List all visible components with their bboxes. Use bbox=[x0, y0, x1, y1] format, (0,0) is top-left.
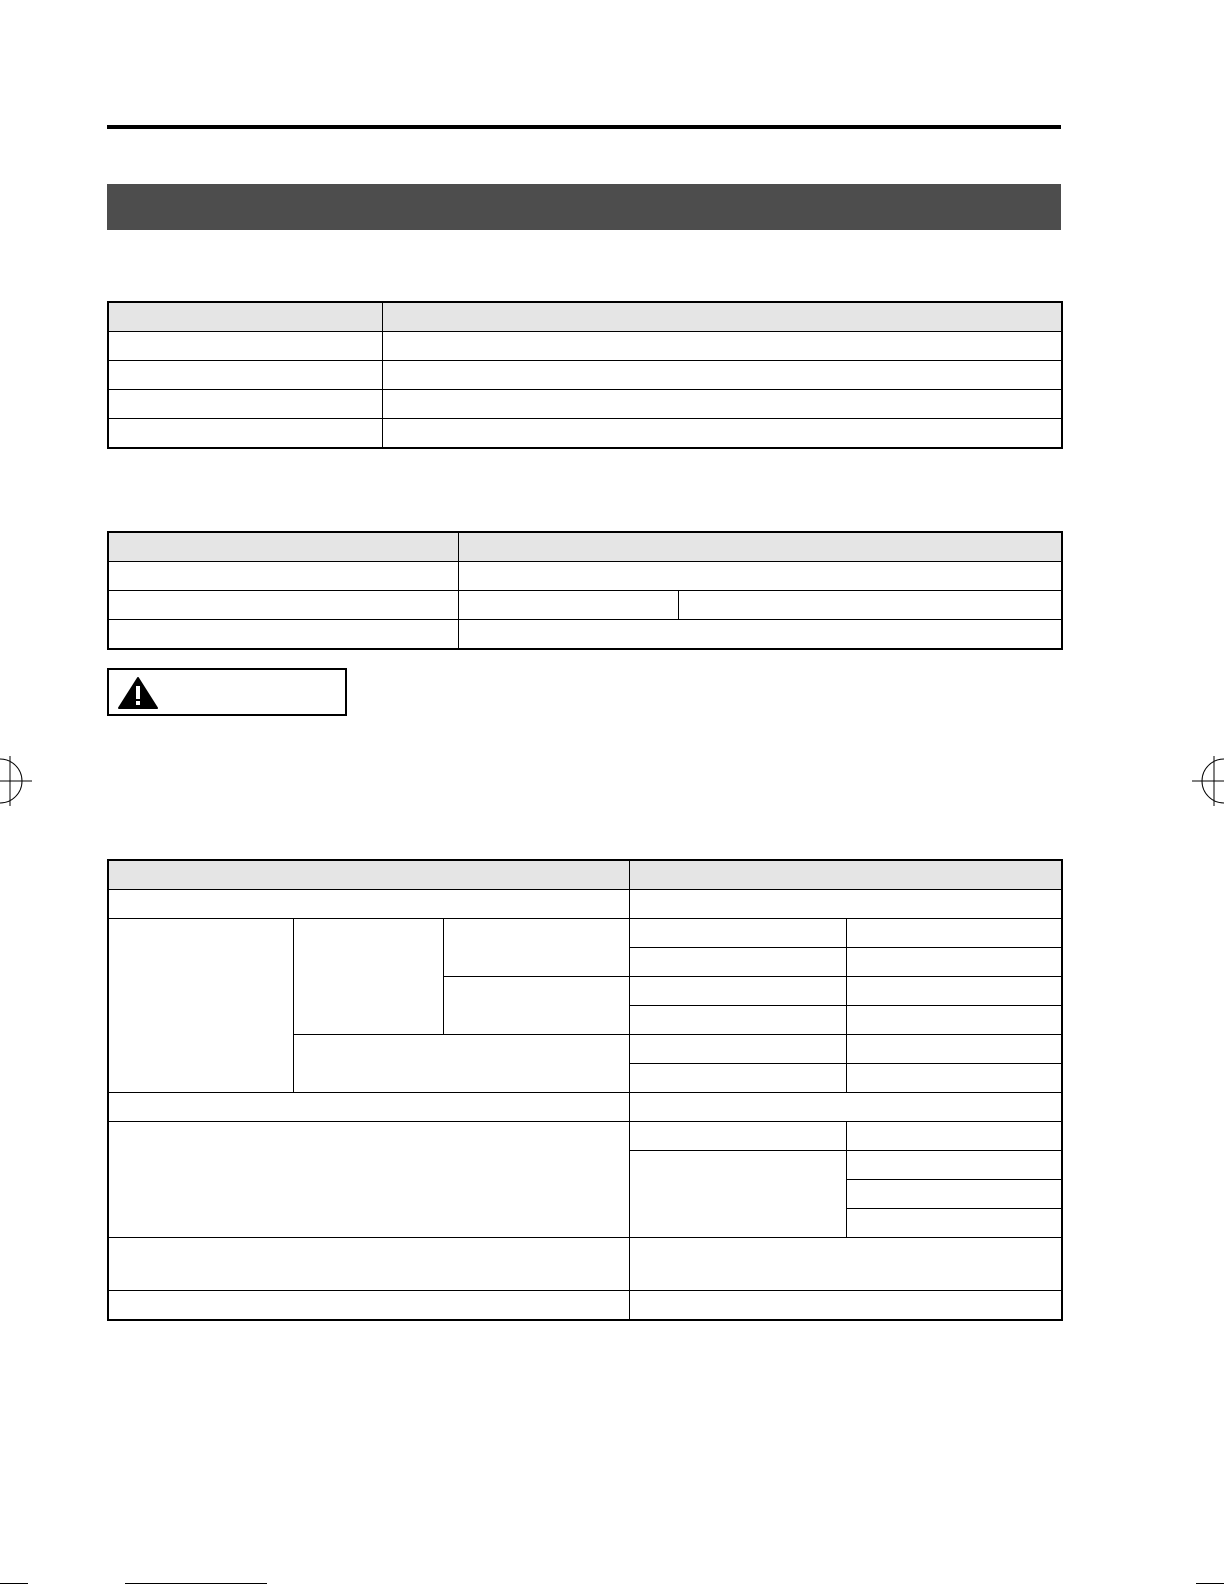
table-row bbox=[108, 919, 1062, 948]
table-header-cell bbox=[108, 302, 382, 332]
table-cell bbox=[443, 977, 629, 1035]
table-cell bbox=[629, 1093, 1062, 1122]
registration-mark-right bbox=[1192, 756, 1224, 806]
warning-triangle-icon bbox=[117, 676, 159, 710]
spec-table-2 bbox=[107, 531, 1063, 650]
table-row bbox=[108, 419, 1062, 449]
table-cell bbox=[629, 1151, 846, 1238]
table-cell bbox=[629, 977, 846, 1006]
table-cell bbox=[846, 1035, 1062, 1064]
table-cell bbox=[846, 1180, 1062, 1209]
table-cell bbox=[382, 361, 1062, 390]
table-header-cell bbox=[108, 860, 629, 890]
table-cell bbox=[293, 919, 443, 1035]
table-header-row bbox=[108, 532, 1062, 562]
table-cell bbox=[108, 919, 293, 1093]
table-cell bbox=[108, 419, 382, 449]
table-cell bbox=[846, 1006, 1062, 1035]
table-cell bbox=[846, 1209, 1062, 1238]
table-cell bbox=[458, 620, 1062, 650]
table-cell bbox=[108, 591, 458, 620]
registration-mark-left bbox=[0, 756, 32, 806]
table-row bbox=[108, 620, 1062, 650]
table-header-row bbox=[108, 860, 1062, 890]
table-cell bbox=[629, 1291, 1062, 1321]
table-row bbox=[108, 1122, 1062, 1151]
spec-table-3 bbox=[107, 859, 1063, 1321]
section-title-bar bbox=[107, 184, 1061, 230]
table-cell bbox=[443, 919, 629, 977]
table-row bbox=[108, 562, 1062, 591]
warning-box bbox=[107, 668, 347, 716]
table-cell bbox=[382, 419, 1062, 449]
table-cell bbox=[108, 332, 382, 361]
table-cell bbox=[458, 562, 1062, 591]
header-rule bbox=[107, 125, 1061, 129]
table-row bbox=[108, 390, 1062, 419]
table-cell bbox=[629, 1238, 1062, 1291]
table-cell bbox=[629, 948, 846, 977]
table-header-cell bbox=[458, 532, 1062, 562]
table-row bbox=[108, 1291, 1062, 1321]
table-cell bbox=[458, 591, 678, 620]
table-cell bbox=[108, 620, 458, 650]
table-cell bbox=[629, 1035, 846, 1064]
spec-table-1 bbox=[107, 301, 1063, 449]
table-cell bbox=[678, 591, 1062, 620]
table-row bbox=[108, 890, 1062, 919]
table-cell bbox=[108, 390, 382, 419]
table-header-cell bbox=[382, 302, 1062, 332]
table-row bbox=[108, 591, 1062, 620]
table-cell bbox=[629, 919, 846, 948]
table-row bbox=[108, 361, 1062, 390]
table-cell bbox=[846, 948, 1062, 977]
table-cell bbox=[108, 890, 629, 919]
table-cell bbox=[293, 1035, 629, 1093]
table-cell bbox=[108, 1291, 629, 1321]
table-cell bbox=[108, 361, 382, 390]
table-cell bbox=[108, 1093, 629, 1122]
table-cell bbox=[629, 890, 1062, 919]
table-cell bbox=[382, 390, 1062, 419]
table-row bbox=[108, 1238, 1062, 1291]
table-header-cell bbox=[629, 860, 1062, 890]
table-cell bbox=[108, 1122, 629, 1238]
table-row bbox=[108, 1093, 1062, 1122]
table-cell bbox=[629, 1122, 846, 1151]
table-cell bbox=[846, 1064, 1062, 1093]
table-cell bbox=[629, 1006, 846, 1035]
table-cell bbox=[846, 1151, 1062, 1180]
table-cell bbox=[108, 562, 458, 591]
table-cell bbox=[846, 977, 1062, 1006]
table-cell bbox=[108, 1238, 629, 1291]
table-cell bbox=[846, 919, 1062, 948]
table-header-cell bbox=[108, 532, 458, 562]
table-cell bbox=[846, 1122, 1062, 1151]
table-header-row bbox=[108, 302, 1062, 332]
table-row bbox=[108, 332, 1062, 361]
table-cell bbox=[382, 332, 1062, 361]
table-cell bbox=[629, 1064, 846, 1093]
